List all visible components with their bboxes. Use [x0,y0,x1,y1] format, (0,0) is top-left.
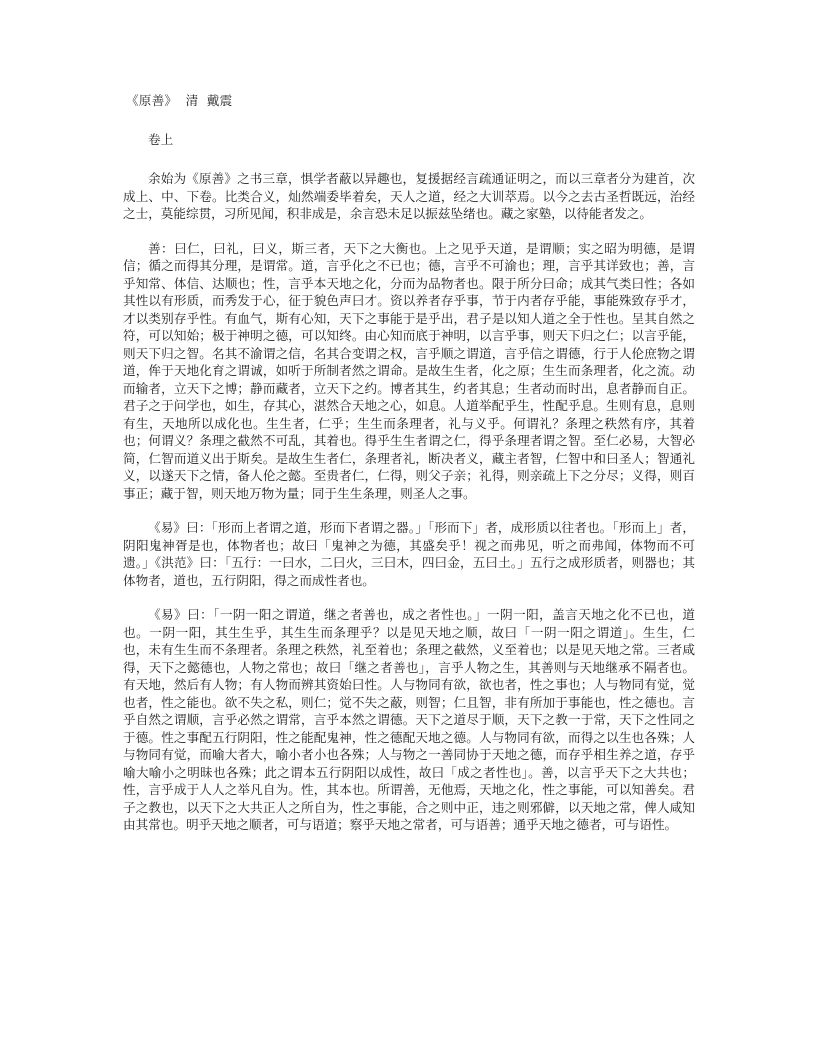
volume-heading: 卷上 [148,131,174,147]
document-body [123,92,695,834]
paragraph-yi-quote-yinyang: 《易》曰：「一阴一阳之谓道，继之者善也，成之者性也。」一阴一阳，盖言天地之化不已也，道也。一阴一阳，其生生乎，其生生而条理乎？以是见天地之顺，故曰「一阴一阳之谓道」。生生，仁也，未有生生而不条理者。条理之秩然，礼至着也；条理之截然，义至着也；以是见天地之常。三者咸得，天下之懿德也，人物之常也；故曰「继之者善也」，言乎人物之生，其善则与天地继承不隔者也。有天地，然后有人物；有人物而辨其资始曰性。人与物同有欲，欲也者，性之事也；人与物同有觉，觉也者，性之能也。欲不失之私，则仁；觉不失之蔽，则智；仁且智，非有所加于事能也，性之德也。言乎自然之谓顺，言乎必然之谓常，言乎本然之谓德。天下之道尽于顺，天下之教一于常，天下之性同之于德。性之事配五行阴阳，性之能配鬼神，性之德配天地之德。人与物同有欲，而得之以生也各殊；人与物同有觉，而喻大者大，喻小者小也各殊；人与物之一善同协于天地之德，而存乎相生养之道，存乎喻大喻小之明昧也各殊；此之谓本五行阴阳以成性，故曰「成之者性也」。善，以言乎天下之大共也；性，言乎成于人人之举凡自为。性，其本也。所谓善，无他焉，天地之化，性之事能，可以知善矣。君子之教也，以天下之大共正人之所自为，性之事能，合之则中正，违之则邪僻，以天地之常，俾人咸知由其常也。明乎天地之顺者，可与语道；察乎天地之常者，可与语善；通乎天地之德者，可与语性。 [123,607,695,832]
paragraph-shan-definition: 善：曰仁，曰礼，曰义，斯三者，天下之大衡也。上之见乎天道，是谓顺；实之昭为明德，是谓信；循之而得其分理，是谓常。道，言乎化之不已也；德，言乎不可渝也；理，言乎其详致也；善，言乎知常、体信、达顺也；性，言乎本天地之化，分而为品物者也。限于所分曰命；成其气类曰性；各如其性以有形质，而秀发于心，征于貌色声曰才。资以养者存乎事，节于内者存乎能，事能殊致存乎才，才以类别存乎性。有血气，斯有心知，天下之事能于是乎出，君子是以知人道之全于性也。呈其自然之符，可以知始；极于神明之德，可以知终。由心知而底于神明，以言乎事，则天下归之仁；以言乎能，则天下归之智。名其不渝谓之信，名其合变谓之权，言乎顺之谓道，言乎信之谓德，行于人伦庶物之谓道，侔于天地化育之谓诚，如听于所制者然之谓命。是故生生者，化之原；生生而条理者，化之流。动而输者，立天下之博；静而藏者，立天下之约。博者其生，约者其息；生者动而时出，息者静而自正。君子之于问学也，如生，存其心，湛然合天地之心，如息。人道举配乎生，性配乎息。生则有息，息则有生，天地所以成化也。生生者，仁乎；生生而条理者，礼与义乎。何谓礼？条理之秩然有序，其着也；何谓义？条理之截然不可乱，其着也。得乎生生者谓之仁，得乎条理者谓之智。至仁必易，大智必简，仁智而道义出于斯矣。是故生生者仁，条理者礼，断决者义，藏主者智，仁智中和曰圣人；智通礼义，以遂天下之情，备人伦之懿。至贵者仁，仁得，则父子亲；礼得，则亲疏上下之分尽；义得，则百事正；藏于智，则天地万物为量；同于生生条理，则圣人之事。 [123,240,695,501]
paragraph-yi-quote-dao-qi: 《易》曰：「形而上者谓之道，形而下者谓之器。」「形而下」者，成形质以往者也。「形而上」者，阴阳鬼神胥是也，体物者也；故曰「鬼神之为德，其盛矣乎！视之而弗见，听之而弗闻，体物而不可遗。」《洪范》曰：「五行：一曰水，二曰火，三曰木，四曰金，五曰土。」五行之成形质者，则器也；其体物者，道也，五行阴阳，得之而成性者也。 [123,520,695,588]
document-title: 《原善》 清 戴震 [126,93,233,108]
paragraph-preface: 余始为《原善》之书三章，惧学者蔽以异趣也，复援据经言疏通证明之，而以三章者分为建首，次成上、中、下卷。比类合义，灿然端委毕着矣，天人之道，经之大训萃焉。以今之去古圣哲既远，治经之士，莫能综贯，习所见闻，积非成是，余言恐未足以振兹坠绪也。藏之家塾，以待能者发之。 [123,171,695,221]
